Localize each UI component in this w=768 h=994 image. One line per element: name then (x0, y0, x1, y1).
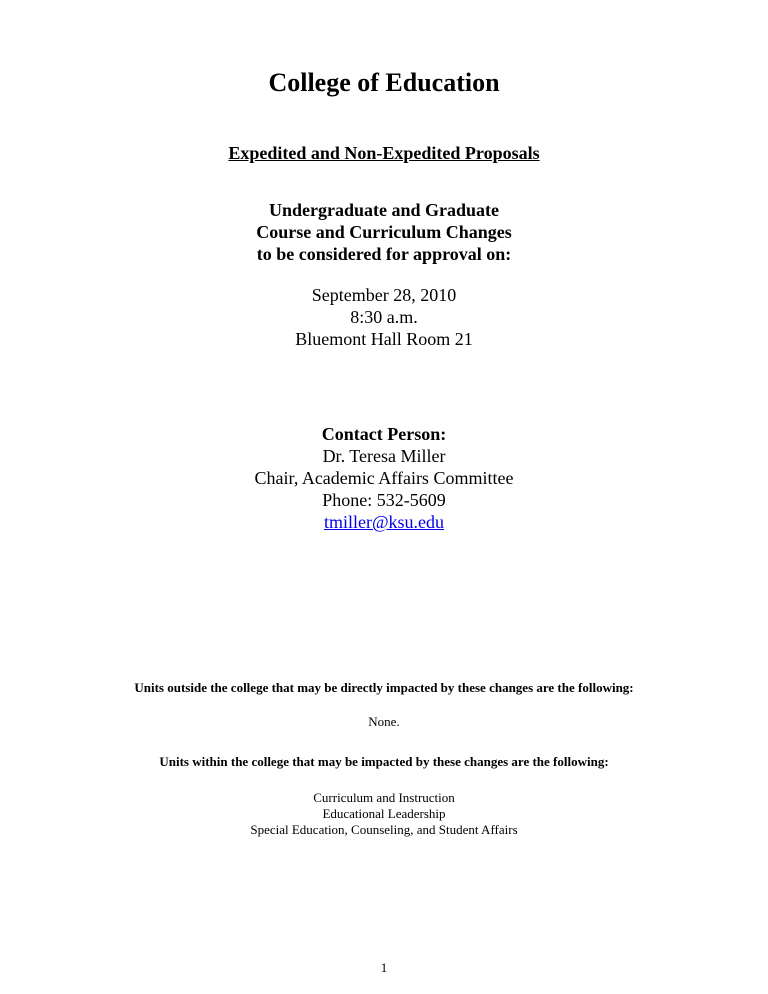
list-item: Educational Leadership (322, 806, 446, 821)
contact-block (0, 423, 768, 533)
list-item: Curriculum and Instruction (313, 790, 455, 805)
units-outside-heading: Units outside the college that may be directly impacted by these changes are the following: (134, 680, 634, 695)
contact-phone: Phone: 532-5609 (322, 490, 446, 510)
consideration-block (0, 199, 768, 265)
units-outside-value: None. (368, 714, 400, 729)
meeting-block (0, 284, 768, 350)
units-within-list (0, 790, 768, 838)
units-within-heading: Units within the college that may be impacted by these changes are the following: (159, 754, 609, 769)
list-item: Special Education, Counseling, and Student Affairs (250, 822, 518, 837)
consideration-line-2: Course and Curriculum Changes (256, 222, 512, 242)
meeting-location: Bluemont Hall Room 21 (295, 329, 473, 349)
contact-role: Chair, Academic Affairs Committee (254, 468, 514, 488)
contact-email-link[interactable]: tmiller@ksu.edu (323, 512, 445, 532)
meeting-date: September 28, 2010 (311, 285, 457, 305)
page-number: 1 (380, 960, 388, 975)
meeting-time: 8:30 a.m. (350, 307, 418, 327)
page-title: College of Education (268, 68, 500, 97)
page-subtitle: Expedited and Non-Expedited Proposals (228, 143, 540, 163)
contact-name: Dr. Teresa Miller (322, 446, 446, 466)
consideration-line-3: to be considered for approval on: (256, 244, 512, 264)
contact-label: Contact Person: (321, 424, 447, 444)
consideration-line-1: Undergraduate and Graduate (268, 200, 499, 220)
